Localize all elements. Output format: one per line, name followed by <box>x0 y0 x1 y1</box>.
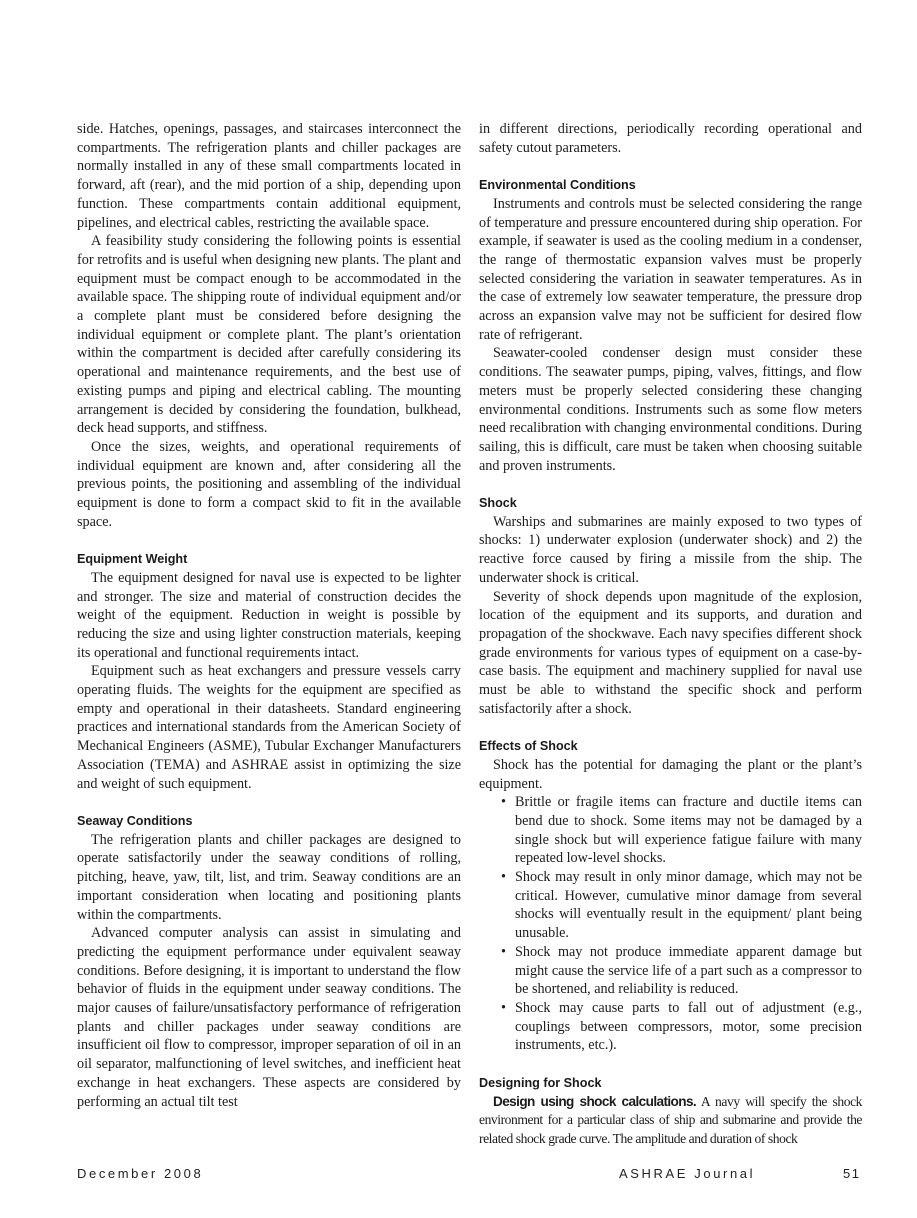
section-heading-designing-for-shock: Designing for Shock <box>479 1075 602 1090</box>
paragraph: Seawater-cooled condenser design must consider these conditions. The seawater pumps, piping, valves, fittings, and flow meters must be properly selected considering these changing environmental conditions. Instruments such as some flow meters need recalibration with changing environmental conditions. During sailing, this is difficult, care must be taken when choosing suitable and proven instruments. <box>479 345 862 474</box>
bullet-list <box>479 793 862 1055</box>
page-number: 51 <box>843 1166 861 1181</box>
paragraph-lead-in: Design using shock calculations. <box>493 1093 697 1109</box>
paragraph: The refrigeration plants and chiller packages are designed to operate satisfactorily under the seaway conditions of rolling, pitching, heave, yaw, tilt, list, and trim. Seaway conditions are an important consideration when locating and positioning plants within the compartments. <box>77 831 461 923</box>
paragraph: Instruments and controls must be selected considering the range of temperature and pressure encountered during ship operation. For example, if seawater is used as the cooling medium in a condenser, the range of thermostatic expansion valves must be properly selected considering the variation in seawater temperatures. As in the case of extremely low seawater temperature, the pressure drop across an expansion valve may not be sufficient for desired flow rate of refrigerant. <box>479 195 862 343</box>
paragraph: Advanced computer analysis can assist in simulating and predicting the equipment performance under equivalent seaway conditions. Before designing, it is important to understand the flow behavior of fluids in the equipment under seaway conditions. The major causes of failure/unsatisfactory performance of refrigeration plants and chiller packages under seaway conditions are insufficient oil flow to compressor, improper separation of oil in an oil separator, malfunctioning of level switches, and inefficient heat exchange in heat exchangers. These aspects are considered by performing an actual tilt test <box>77 925 461 1110</box>
section-heading-shock: Shock <box>479 496 517 511</box>
bullet-icon: • <box>501 869 506 886</box>
section-heading-equipment-weight: Equipment Weight <box>77 552 188 567</box>
paragraph: Warships and submarines are mainly exposed to two types of shocks: 1) underwater explosion (underwater shock) and 2) the reactive force caused by firing a missile from the ship. The underwater shock is critical. <box>479 513 862 586</box>
list-item <box>501 999 862 1055</box>
list-item-text: Shock may result in only minor damage, which may not be critical. However, cumulative minor damage from several shocks will eventually result in the equipment/ plant being unusable. <box>515 869 862 942</box>
paragraph: in different directions, periodically recording operational and safety cutout parameters. <box>479 121 862 156</box>
list-item <box>501 943 862 999</box>
list-item-text: Shock may not produce immediate apparent damage but might cause the service life of a part such as a compressor to be shortened, and reliability is reduced. <box>515 943 862 998</box>
list-item <box>501 868 862 943</box>
paragraph <box>479 1093 862 1149</box>
bullet-icon: • <box>501 794 506 811</box>
footer-issue-date: December 2008 <box>77 1166 204 1181</box>
paragraph-body: A navy will specify the shock environment for a particular class of ship and submarine and provide the related shock grade curve. The amplitude and duration of shock <box>479 1093 862 1146</box>
paragraph: A feasibility study considering the following points is essential for retrofits and is useful when designing new plants. The plant and equipment must be compact enough to be accommodated in the available space. The shipping route of individual equipment and/or a complete plant must be considered before designing the individual equipment or complete plant. The plant’s orientation within the compartment is decided after carefully considering its operational and maintenance requirements, and the best use of existing pumps and piping and electrical cabling. The mounting arrangement is decided by considering the foundation, bulkhead, deck head supports, and stiffness. <box>77 233 461 437</box>
paragraph: Once the sizes, weights, and operational requirements of individual equipment are known and, after considering all the previous points, the positioning and assembling of the individual equipment is done to form a compact skid to fit in the available space. <box>77 438 461 530</box>
section-heading-environmental-conditions: Environmental Conditions <box>479 178 636 193</box>
bullet-icon: • <box>501 943 506 960</box>
footer-journal-name: ASHRAE Journal <box>619 1166 756 1181</box>
section-heading-seaway-conditions: Seaway Conditions <box>77 813 193 828</box>
list-item <box>501 793 862 868</box>
list-item-text: Brittle or fragile items can fracture and ductile items can bend due to shock. Some items may not be damaged by a single shock but will experience fatigue failure with many repeated low-level shocks. <box>515 794 862 867</box>
bullet-icon: • <box>501 1000 506 1016</box>
paragraph: Severity of shock depends upon magnitude of the explosion, location of the equipment and its supports, and duration and propagation of the shockwave. Each navy specifies different shock grade environments for various types of equipment on a case-by-case basis. The equipment and machinery supplied for naval use must be able to withstand the specific shock and perform satisfactorily after a shock. <box>479 588 862 717</box>
paragraph: Shock has the potential for damaging the plant or the plant’s equipment. <box>479 756 862 792</box>
section-heading-effects-of-shock: Effects of Shock <box>479 739 578 754</box>
left-column <box>77 120 461 1111</box>
paragraph: side. Hatches, openings, passages, and staircases interconnect the compartments. The refrigeration plants and chiller packages are normally installed in any of these small compartments located in forward, aft (rear), and the mid portion of a ship, depending upon function. These compartments contain additional equipment, pipelines, and electrical cables, restricting the available space. <box>77 121 461 231</box>
right-column <box>479 120 862 1149</box>
paragraph: The equipment designed for naval use is expected to be lighter and stronger. The size and material of construction decides the weight of the equipment. Reduction in weight is possible by reducing the size and using lighter construction materials, keeping its operational and functional requirements intact. <box>77 569 461 661</box>
list-item-text: Shock may cause parts to fall out of adjustment (e.g., couplings between compressors, motor, some precision instruments, etc.). <box>515 1000 862 1054</box>
paragraph: Equipment such as heat exchangers and pressure vessels carry operating fluids. The weights for the equipment are specified as empty and operational in their datasheets. Standard engineering practices and international standards from the American Society of Mechanical Engineers (ASME), Tubular Exchanger Manufacturers Association (TEMA) and ASHRAE assist in optimizing the size and weight of such equipment. <box>77 663 461 792</box>
